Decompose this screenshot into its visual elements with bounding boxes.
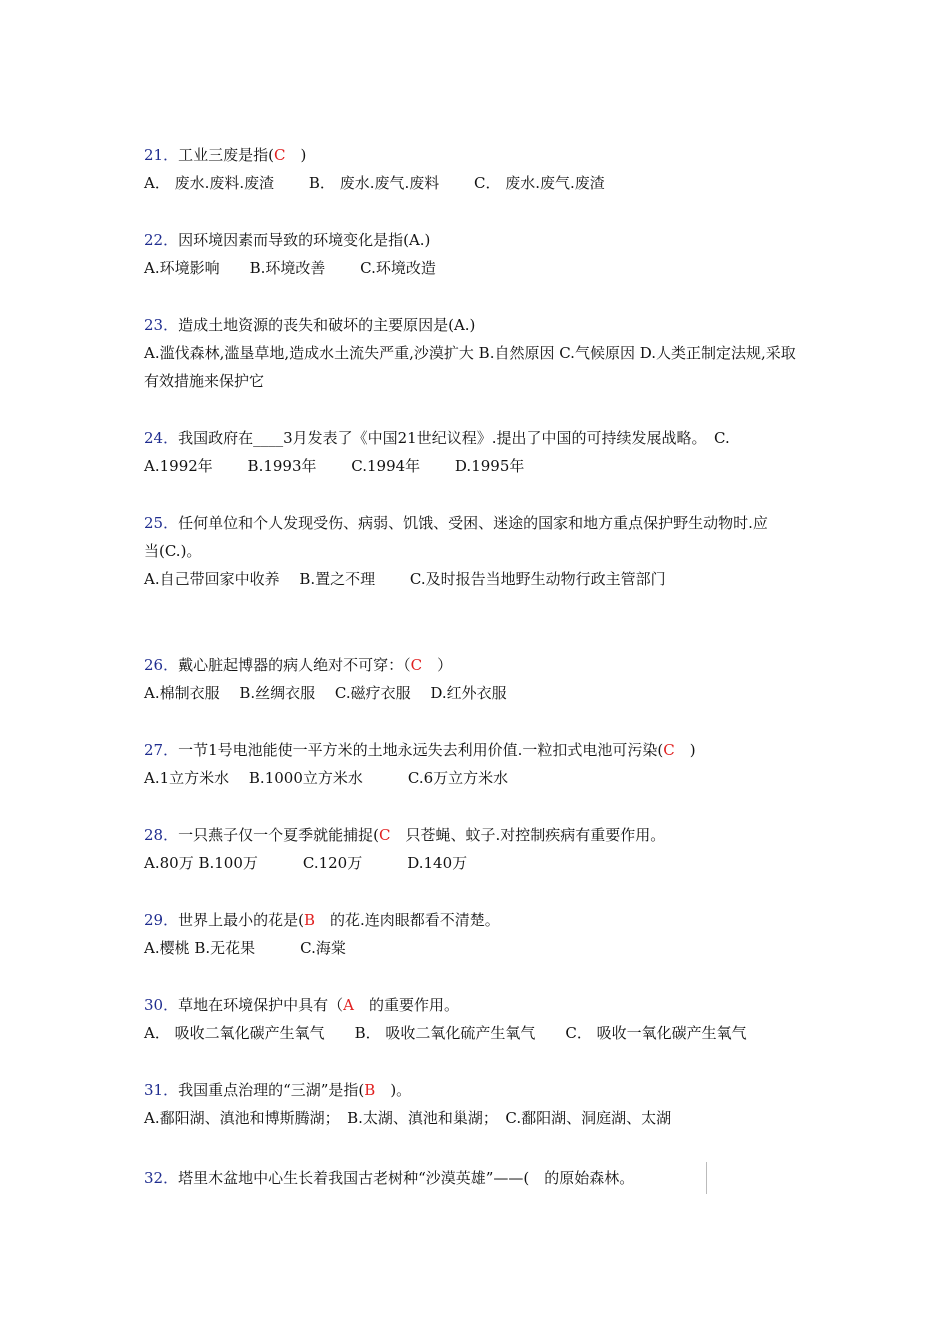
question-26 [144, 651, 824, 707]
question-text: 任何单位和个人发现受伤、病弱、饥饿、受困、迷途的国家和地方重点保护野生动物时.应 [178, 514, 768, 532]
question-number: 23． [144, 316, 179, 334]
question-options: A.自己带回家中收养 B.置之不理 C.及时报告当地野生动物行政主管部门 [144, 570, 666, 588]
question-stem [144, 141, 824, 169]
answer-letter: B [303, 911, 315, 929]
question-number: 31． [144, 1081, 179, 1099]
question-text: 草地在环境保护中具有（ [178, 996, 344, 1014]
question-stem [144, 651, 824, 679]
question-27 [144, 736, 824, 792]
question-text: 一只燕子仅一个夏季就能捕捉( [178, 826, 379, 844]
question-options: A.棉制衣服 B.丝绸衣服 C.磁疗衣服 D.红外衣服 [144, 684, 507, 702]
question-options: A． 废水.废料.废渣 B． 废水.废气.废料 C． 废水.废气.废渣 [144, 174, 605, 192]
question-25 [144, 509, 824, 593]
answer-letter: C [378, 826, 391, 844]
question-stem [144, 311, 824, 339]
question-stem [144, 509, 810, 537]
question-23 [144, 311, 824, 395]
question-number: 26． [144, 656, 179, 674]
question-stem [144, 991, 824, 1019]
question-stem [144, 821, 824, 849]
question-text: 我国政府在____3月发表了《中国21世纪议程》.提出了中国的可持续发展战略。 C. [178, 429, 730, 447]
question-text: 造成土地资源的丧失和破坏的主要原因是(A.) [178, 316, 476, 334]
answer-letter: C [663, 741, 675, 759]
answer-letter: C [410, 656, 423, 674]
question-number: 30． [144, 996, 179, 1014]
question-24 [144, 424, 824, 480]
question-options: A． 吸收二氧化碳产生氧气 B． 吸收二氧化硫产生氧气 C． 吸收一氧化碳产生氧气 [144, 1024, 747, 1042]
question-text-end: )。 [375, 1081, 412, 1099]
question-number: 32． [144, 1169, 179, 1187]
question-options: A.滥伐森林,滥垦草地,造成水土流失严重,沙漠扩大 B.自然原因 C.气候原因 D.人类正制定法规,采取有效措施来保护它 [144, 344, 796, 390]
question-stem [144, 1164, 824, 1192]
question-stem [144, 736, 824, 764]
question-text: 一节1号电池能使一平方米的土地永远失去利用价值.一粒扣式电池可污染( [178, 741, 664, 759]
question-stem [144, 424, 824, 452]
question-30 [144, 991, 824, 1047]
question-text-continued: 当(C.)。 [144, 542, 202, 560]
question-text-end: 的花.连肉眼都看不清楚。 [314, 911, 500, 929]
question-stem [144, 906, 824, 934]
question-number: 25． [144, 514, 179, 532]
question-text: 世界上最小的花是( [178, 911, 304, 929]
answer-letter: A [343, 996, 354, 1014]
question-stem [144, 226, 824, 254]
question-stem [144, 1076, 824, 1104]
question-28 [144, 821, 824, 877]
question-22 [144, 226, 824, 282]
question-number: 27． [144, 741, 179, 759]
question-text: 工业三废是指( [178, 146, 274, 164]
question-text-end: 只苍蝇、蚊子.对控制疾病有重要作用。 [390, 826, 666, 844]
question-text-end: 的重要作用。 [353, 996, 459, 1014]
question-options: A.1992年 B.1993年 C.1994年 D.1995年 [144, 457, 525, 475]
question-text-end: ) [285, 146, 307, 164]
question-text-end: ) [674, 741, 696, 759]
question-options: A.鄱阳湖、滇池和博斯腾湖； B.太湖、滇池和巢湖； C.鄱阳湖、洞庭湖、太湖 [144, 1109, 672, 1127]
text-cursor [706, 1162, 707, 1194]
question-31 [144, 1076, 824, 1132]
question-number: 24． [144, 429, 179, 447]
question-text: 戴心脏起博器的病人绝对不可穿：（ [178, 656, 411, 674]
question-options: A.80万 B.100万 C.120万 D.140万 [144, 854, 468, 872]
question-number: 21． [144, 146, 179, 164]
question-options: A.樱桃 B.无花果 C.海棠 [144, 939, 346, 957]
answer-letter: B [364, 1081, 376, 1099]
question-text-end: 的原始森林。 [529, 1169, 635, 1187]
question-number: 22． [144, 231, 179, 249]
question-21 [144, 141, 824, 197]
question-number: 28． [144, 826, 179, 844]
question-text: 因环境因素而导致的环境变化是指(A.) [178, 231, 431, 249]
answer-letter: C [273, 146, 286, 164]
question-text: 我国重点治理的“三湖”是指( [178, 1081, 365, 1099]
question-options: A.环境影响 B.环境改善 C.环境改造 [144, 259, 436, 277]
question-number: 29． [144, 911, 179, 929]
question-29 [144, 906, 824, 962]
question-text: 塔里木盆地中心生长着我国古老树种“沙漠英雄”——( [178, 1169, 530, 1187]
question-options: A.1立方米水 B.1000立方米水 C.6万立方米水 [144, 769, 509, 787]
question-text-end: ） [422, 656, 453, 674]
question-32 [144, 1164, 824, 1192]
